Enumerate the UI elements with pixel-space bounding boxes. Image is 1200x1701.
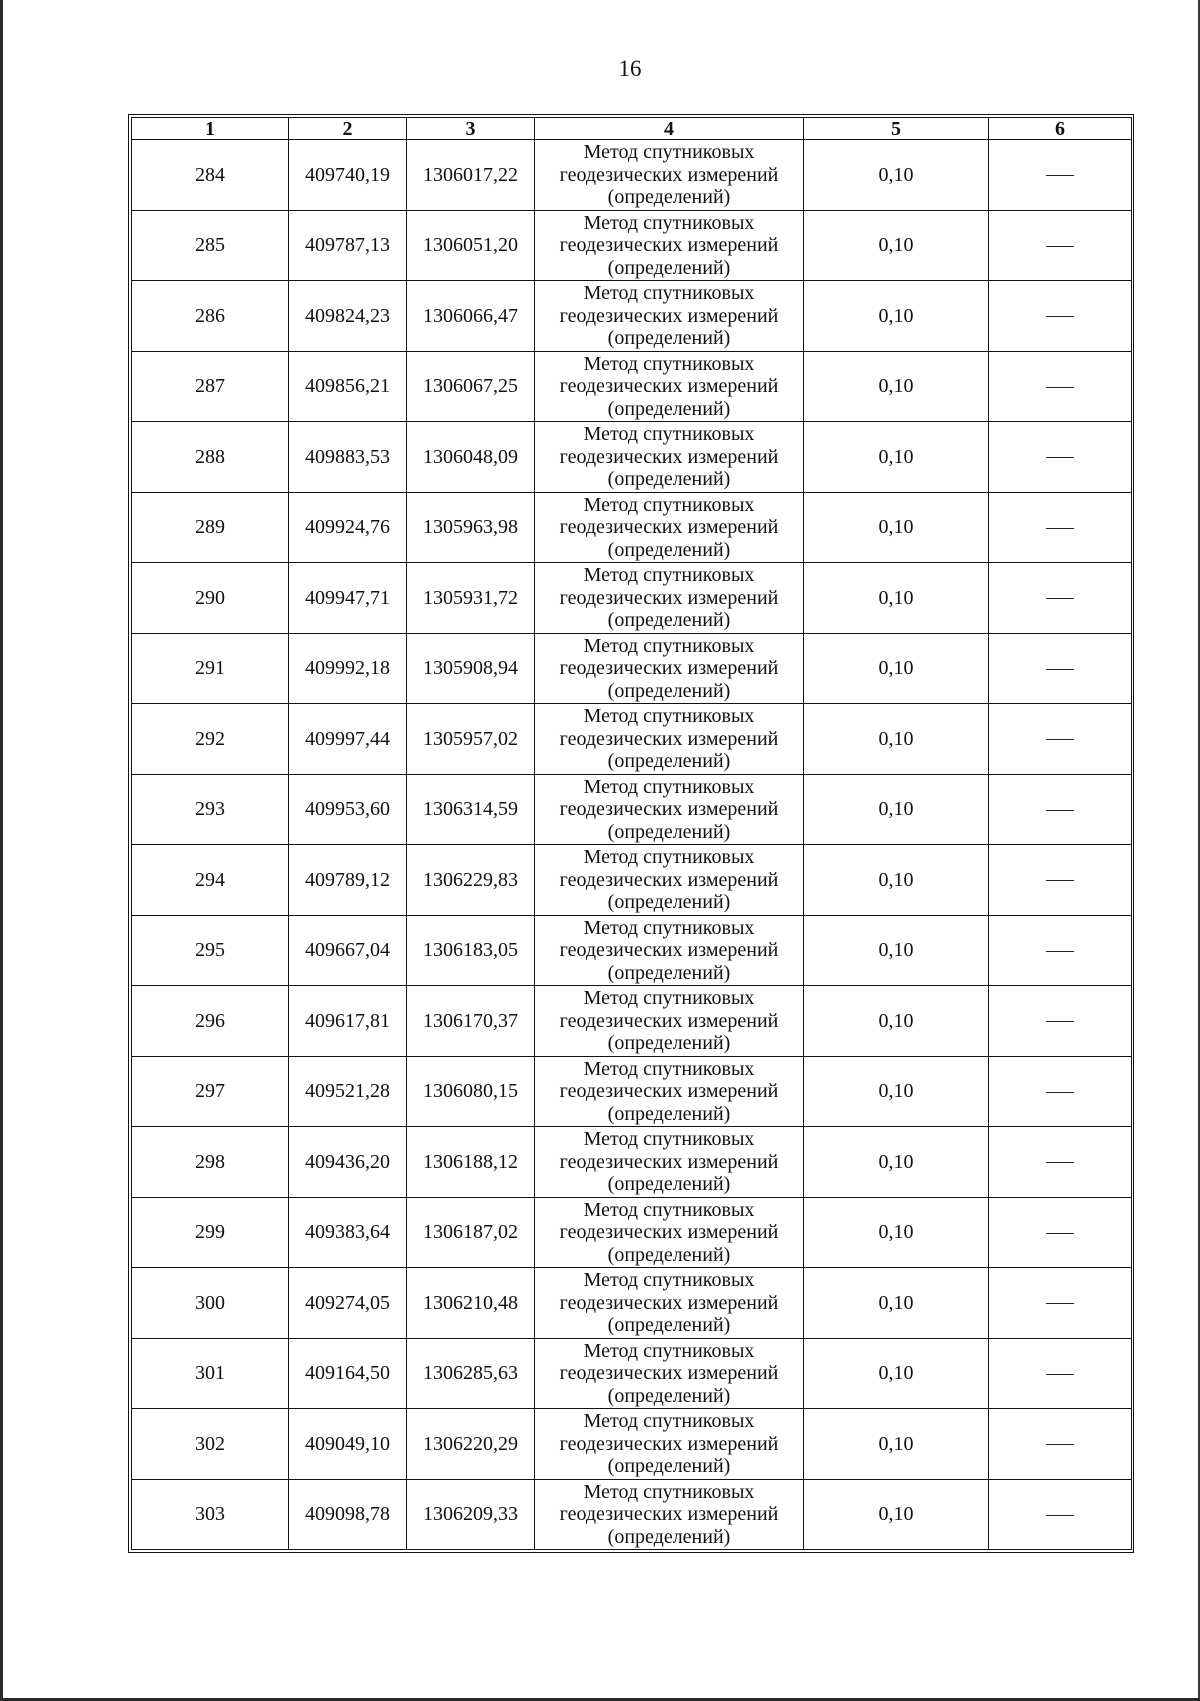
dash-mark <box>1046 951 1074 952</box>
y-coordinate-cell: 1306067,25 <box>407 351 535 422</box>
method-cell <box>535 1197 804 1268</box>
method-cell <box>535 633 804 704</box>
method-cell <box>535 704 804 775</box>
method-cell <box>535 1479 804 1550</box>
y-coordinate-cell: 1306187,02 <box>407 1197 535 1268</box>
column-header-1: 1 <box>132 118 289 140</box>
x-coordinate-cell: 409098,78 <box>289 1479 407 1550</box>
description-cell <box>989 1268 1132 1339</box>
accuracy-cell: 0,10 <box>804 1338 989 1409</box>
method-line-2: геодезических измерений <box>559 657 779 679</box>
method-line-3: (определений) <box>607 820 731 843</box>
accuracy-cell: 0,10 <box>804 1197 989 1268</box>
table-header-row <box>132 118 1132 140</box>
x-coordinate-cell: 409992,18 <box>289 633 407 704</box>
y-coordinate-cell: 1306183,05 <box>407 915 535 986</box>
x-coordinate-cell: 409787,13 <box>289 210 407 281</box>
table-row <box>132 1409 1132 1480</box>
description-cell <box>989 210 1132 281</box>
point-number-cell: 289 <box>132 492 289 563</box>
description-cell <box>989 986 1132 1057</box>
method-line-3: (определений) <box>607 397 731 420</box>
method-line-2: геодезических измерений <box>559 1009 779 1032</box>
method-cell <box>535 492 804 563</box>
y-coordinate-cell: 1306017,22 <box>407 140 535 211</box>
column-header-3: 3 <box>407 118 535 140</box>
method-line-1: Метод спутниковых <box>583 1269 755 1291</box>
x-coordinate-cell: 409924,76 <box>289 492 407 563</box>
method-cell <box>535 351 804 422</box>
method-line-1: Метод спутниковых <box>583 564 755 586</box>
y-coordinate-cell: 1306210,48 <box>407 1268 535 1339</box>
method-cell <box>535 915 804 986</box>
method-line-3: (определений) <box>607 1032 731 1054</box>
table-row <box>132 1056 1132 1127</box>
method-line-2: геодезических измерений <box>559 516 779 538</box>
method-line-2: геодезических измерений <box>559 1221 779 1243</box>
accuracy-cell: 0,10 <box>804 422 989 493</box>
method-cell <box>535 281 804 352</box>
description-cell <box>989 563 1132 634</box>
page-number: 16 <box>618 56 642 81</box>
description-cell <box>989 915 1132 986</box>
description-cell <box>989 1479 1132 1550</box>
description-cell <box>989 351 1132 422</box>
method-line-1: Метод спутниковых <box>583 846 755 868</box>
method-cell <box>535 422 804 493</box>
x-coordinate-cell: 409164,50 <box>289 1338 407 1409</box>
dash-mark <box>1046 1021 1074 1022</box>
method-line-1: Метод спутниковых <box>583 423 755 445</box>
accuracy-cell: 0,10 <box>804 774 989 845</box>
point-number-cell: 302 <box>132 1409 289 1480</box>
y-coordinate-cell: 1306209,33 <box>407 1479 535 1550</box>
y-coordinate-cell: 1306048,09 <box>407 422 535 493</box>
accuracy-cell: 0,10 <box>804 281 989 352</box>
y-coordinate-cell: 1306066,47 <box>407 281 535 352</box>
y-coordinate-cell: 1306170,37 <box>407 986 535 1057</box>
y-coordinate-cell: 1305963,98 <box>407 492 535 563</box>
x-coordinate-cell: 409947,71 <box>289 563 407 634</box>
method-line-2: геодезических измерений <box>559 1150 779 1173</box>
point-number-cell: 297 <box>132 1056 289 1127</box>
point-number-cell: 295 <box>132 915 289 986</box>
method-line-3: (определений) <box>607 186 731 208</box>
method-line-2: геодезических измерений <box>559 1291 779 1314</box>
method-cell <box>535 563 804 634</box>
point-number-cell: 301 <box>132 1338 289 1409</box>
accuracy-cell: 0,10 <box>804 704 989 775</box>
dash-mark <box>1046 810 1074 811</box>
method-line-2: геодезических измерений <box>559 1362 779 1384</box>
point-number-cell: 293 <box>132 774 289 845</box>
dash-mark <box>1046 598 1074 599</box>
method-line-2: геодезических измерений <box>559 586 779 609</box>
point-number-cell: 290 <box>132 563 289 634</box>
accuracy-cell: 0,10 <box>804 986 989 1057</box>
description-cell <box>989 633 1132 704</box>
x-coordinate-cell: 409789,12 <box>289 845 407 916</box>
method-line-1: Метод спутниковых <box>583 705 755 727</box>
method-line-1: Метод спутниковых <box>583 211 755 234</box>
method-line-3: (определений) <box>607 1102 731 1125</box>
accuracy-cell: 0,10 <box>804 845 989 916</box>
x-coordinate-cell: 409824,23 <box>289 281 407 352</box>
table-row <box>132 774 1132 845</box>
dash-mark <box>1046 1374 1074 1375</box>
table-row <box>132 915 1132 986</box>
dash-mark <box>1046 528 1074 529</box>
description-cell <box>989 1409 1132 1480</box>
point-number-cell: 285 <box>132 210 289 281</box>
table-row <box>132 140 1132 211</box>
method-line-3: (определений) <box>607 891 731 913</box>
accuracy-cell: 0,10 <box>804 1479 989 1550</box>
column-header-4: 4 <box>535 118 804 140</box>
method-line-3: (определений) <box>607 609 731 631</box>
column-header-5: 5 <box>804 118 989 140</box>
method-cell <box>535 1409 804 1480</box>
y-coordinate-cell: 1306285,63 <box>407 1338 535 1409</box>
point-number-cell: 296 <box>132 986 289 1057</box>
table-row <box>132 210 1132 281</box>
description-cell <box>989 774 1132 845</box>
description-cell <box>989 1127 1132 1198</box>
description-cell <box>989 1056 1132 1127</box>
x-coordinate-cell: 409521,28 <box>289 1056 407 1127</box>
y-coordinate-cell: 1305931,72 <box>407 563 535 634</box>
method-line-3: (определений) <box>607 538 731 561</box>
table-body <box>132 140 1132 1550</box>
accuracy-cell: 0,10 <box>804 563 989 634</box>
dash-mark <box>1046 457 1074 458</box>
table-row <box>132 845 1132 916</box>
x-coordinate-cell: 409997,44 <box>289 704 407 775</box>
method-line-3: (определений) <box>607 1173 731 1195</box>
method-line-1: Метод спутниковых <box>583 1057 755 1080</box>
description-cell <box>989 704 1132 775</box>
point-number-cell: 291 <box>132 633 289 704</box>
y-coordinate-cell: 1305957,02 <box>407 704 535 775</box>
accuracy-cell: 0,10 <box>804 915 989 986</box>
method-line-1: Метод спутниковых <box>583 775 755 798</box>
method-line-3: (определений) <box>607 1314 731 1336</box>
method-line-2: геодезических измерений <box>559 1503 779 1525</box>
method-cell <box>535 1338 804 1409</box>
method-cell <box>535 1056 804 1127</box>
dash-mark <box>1046 1515 1074 1516</box>
y-coordinate-cell: 1306080,15 <box>407 1056 535 1127</box>
method-cell <box>535 774 804 845</box>
dash-mark <box>1046 1233 1074 1234</box>
method-line-2: геодезических измерений <box>559 163 779 186</box>
accuracy-cell: 0,10 <box>804 140 989 211</box>
dash-mark <box>1046 1092 1074 1093</box>
description-cell <box>989 1338 1132 1409</box>
y-coordinate-cell: 1306229,83 <box>407 845 535 916</box>
dash-mark <box>1046 387 1074 388</box>
point-number-cell: 294 <box>132 845 289 916</box>
y-coordinate-cell: 1306220,29 <box>407 1409 535 1480</box>
point-number-cell: 303 <box>132 1479 289 1550</box>
x-coordinate-cell: 409667,04 <box>289 915 407 986</box>
dash-mark <box>1046 175 1074 176</box>
table-row <box>132 1268 1132 1339</box>
method-line-3: (определений) <box>607 750 731 772</box>
method-line-1: Метод спутниковых <box>583 1198 755 1221</box>
x-coordinate-cell: 409740,19 <box>289 140 407 211</box>
accuracy-cell: 0,10 <box>804 633 989 704</box>
method-line-3: (определений) <box>607 961 731 984</box>
method-cell <box>535 1268 804 1339</box>
accuracy-cell: 0,10 <box>804 1127 989 1198</box>
method-line-3: (определений) <box>607 1384 731 1407</box>
point-number-cell: 300 <box>132 1268 289 1339</box>
x-coordinate-cell: 409274,05 <box>289 1268 407 1339</box>
accuracy-cell: 0,10 <box>804 1409 989 1480</box>
method-line-1: Метод спутниковых <box>583 1339 755 1362</box>
point-number-cell: 284 <box>132 140 289 211</box>
method-line-3: (определений) <box>607 468 731 490</box>
table-row <box>132 281 1132 352</box>
method-line-2: геодезических измерений <box>559 1080 779 1102</box>
dash-mark <box>1046 1444 1074 1445</box>
y-coordinate-cell: 1305908,94 <box>407 633 535 704</box>
method-line-1: Метод спутниковых <box>583 141 755 163</box>
point-number-cell: 288 <box>132 422 289 493</box>
x-coordinate-cell: 409617,81 <box>289 986 407 1057</box>
table-row <box>132 633 1132 704</box>
method-line-3: (определений) <box>607 327 731 349</box>
method-line-3: (определений) <box>607 1525 731 1548</box>
scan-border-left <box>0 0 3 1701</box>
description-cell <box>989 422 1132 493</box>
table-row <box>132 704 1132 775</box>
method-line-1: Метод спутниковых <box>583 916 755 939</box>
method-line-3: (определений) <box>607 679 731 702</box>
x-coordinate-cell: 409436,20 <box>289 1127 407 1198</box>
method-cell <box>535 210 804 281</box>
table-row <box>132 986 1132 1057</box>
dash-mark <box>1046 669 1074 670</box>
method-line-1: Метод спутниковых <box>583 493 755 516</box>
point-number-cell: 292 <box>132 704 289 775</box>
method-cell <box>535 845 804 916</box>
coordinates-table <box>131 117 1132 1550</box>
description-cell <box>989 1197 1132 1268</box>
accuracy-cell: 0,10 <box>804 351 989 422</box>
method-cell <box>535 140 804 211</box>
description-cell <box>989 140 1132 211</box>
y-coordinate-cell: 1306188,12 <box>407 1127 535 1198</box>
point-number-cell: 299 <box>132 1197 289 1268</box>
table-row <box>132 1338 1132 1409</box>
point-number-cell: 298 <box>132 1127 289 1198</box>
method-line-2: геодезических измерений <box>559 445 779 468</box>
method-line-1: Метод спутниковых <box>583 1128 755 1150</box>
method-line-2: геодезических измерений <box>559 375 779 397</box>
x-coordinate-cell: 409883,53 <box>289 422 407 493</box>
x-coordinate-cell: 409049,10 <box>289 1409 407 1480</box>
method-line-1: Метод спутниковых <box>583 282 755 304</box>
description-cell <box>989 281 1132 352</box>
table-row <box>132 1197 1132 1268</box>
x-coordinate-cell: 409383,64 <box>289 1197 407 1268</box>
description-cell <box>989 845 1132 916</box>
point-number-cell: 287 <box>132 351 289 422</box>
x-coordinate-cell: 409856,21 <box>289 351 407 422</box>
dash-mark <box>1046 739 1074 740</box>
method-line-1: Метод спутниковых <box>583 1480 755 1503</box>
point-number-cell: 286 <box>132 281 289 352</box>
method-line-1: Метод спутниковых <box>583 987 755 1009</box>
table-row <box>132 563 1132 634</box>
accuracy-cell: 0,10 <box>804 1268 989 1339</box>
x-coordinate-cell: 409953,60 <box>289 774 407 845</box>
table-row <box>132 1127 1132 1198</box>
method-line-2: геодезических измерений <box>559 234 779 256</box>
column-header-6: 6 <box>989 118 1132 140</box>
dash-mark <box>1046 880 1074 881</box>
method-line-1: Метод спутниковых <box>583 352 755 375</box>
dash-mark <box>1046 316 1074 317</box>
y-coordinate-cell: 1306051,20 <box>407 210 535 281</box>
accuracy-cell: 0,10 <box>804 1056 989 1127</box>
dash-mark <box>1046 1162 1074 1163</box>
method-line-3: (определений) <box>607 1455 731 1477</box>
dash-mark <box>1046 246 1074 247</box>
method-line-1: Метод спутниковых <box>583 634 755 657</box>
method-line-3: (определений) <box>607 256 731 279</box>
method-cell <box>535 986 804 1057</box>
table-row <box>132 492 1132 563</box>
method-cell <box>535 1127 804 1198</box>
column-header-2: 2 <box>289 118 407 140</box>
method-line-2: геодезических измерений <box>559 798 779 820</box>
table-row <box>132 351 1132 422</box>
dash-mark <box>1046 1303 1074 1304</box>
method-line-2: геодезических измерений <box>559 304 779 327</box>
y-coordinate-cell: 1306314,59 <box>407 774 535 845</box>
accuracy-cell: 0,10 <box>804 210 989 281</box>
method-line-2: геодезических измерений <box>559 939 779 961</box>
method-line-3: (определений) <box>607 1243 731 1266</box>
method-line-1: Метод спутниковых <box>583 1410 755 1432</box>
method-line-2: геодезических измерений <box>559 727 779 750</box>
accuracy-cell: 0,10 <box>804 492 989 563</box>
method-line-2: геодезических измерений <box>559 868 779 891</box>
method-line-2: геодезических измерений <box>559 1432 779 1455</box>
table-row <box>132 1479 1132 1550</box>
table-row <box>132 422 1132 493</box>
coordinates-table-frame <box>128 114 1134 1553</box>
description-cell <box>989 492 1132 563</box>
